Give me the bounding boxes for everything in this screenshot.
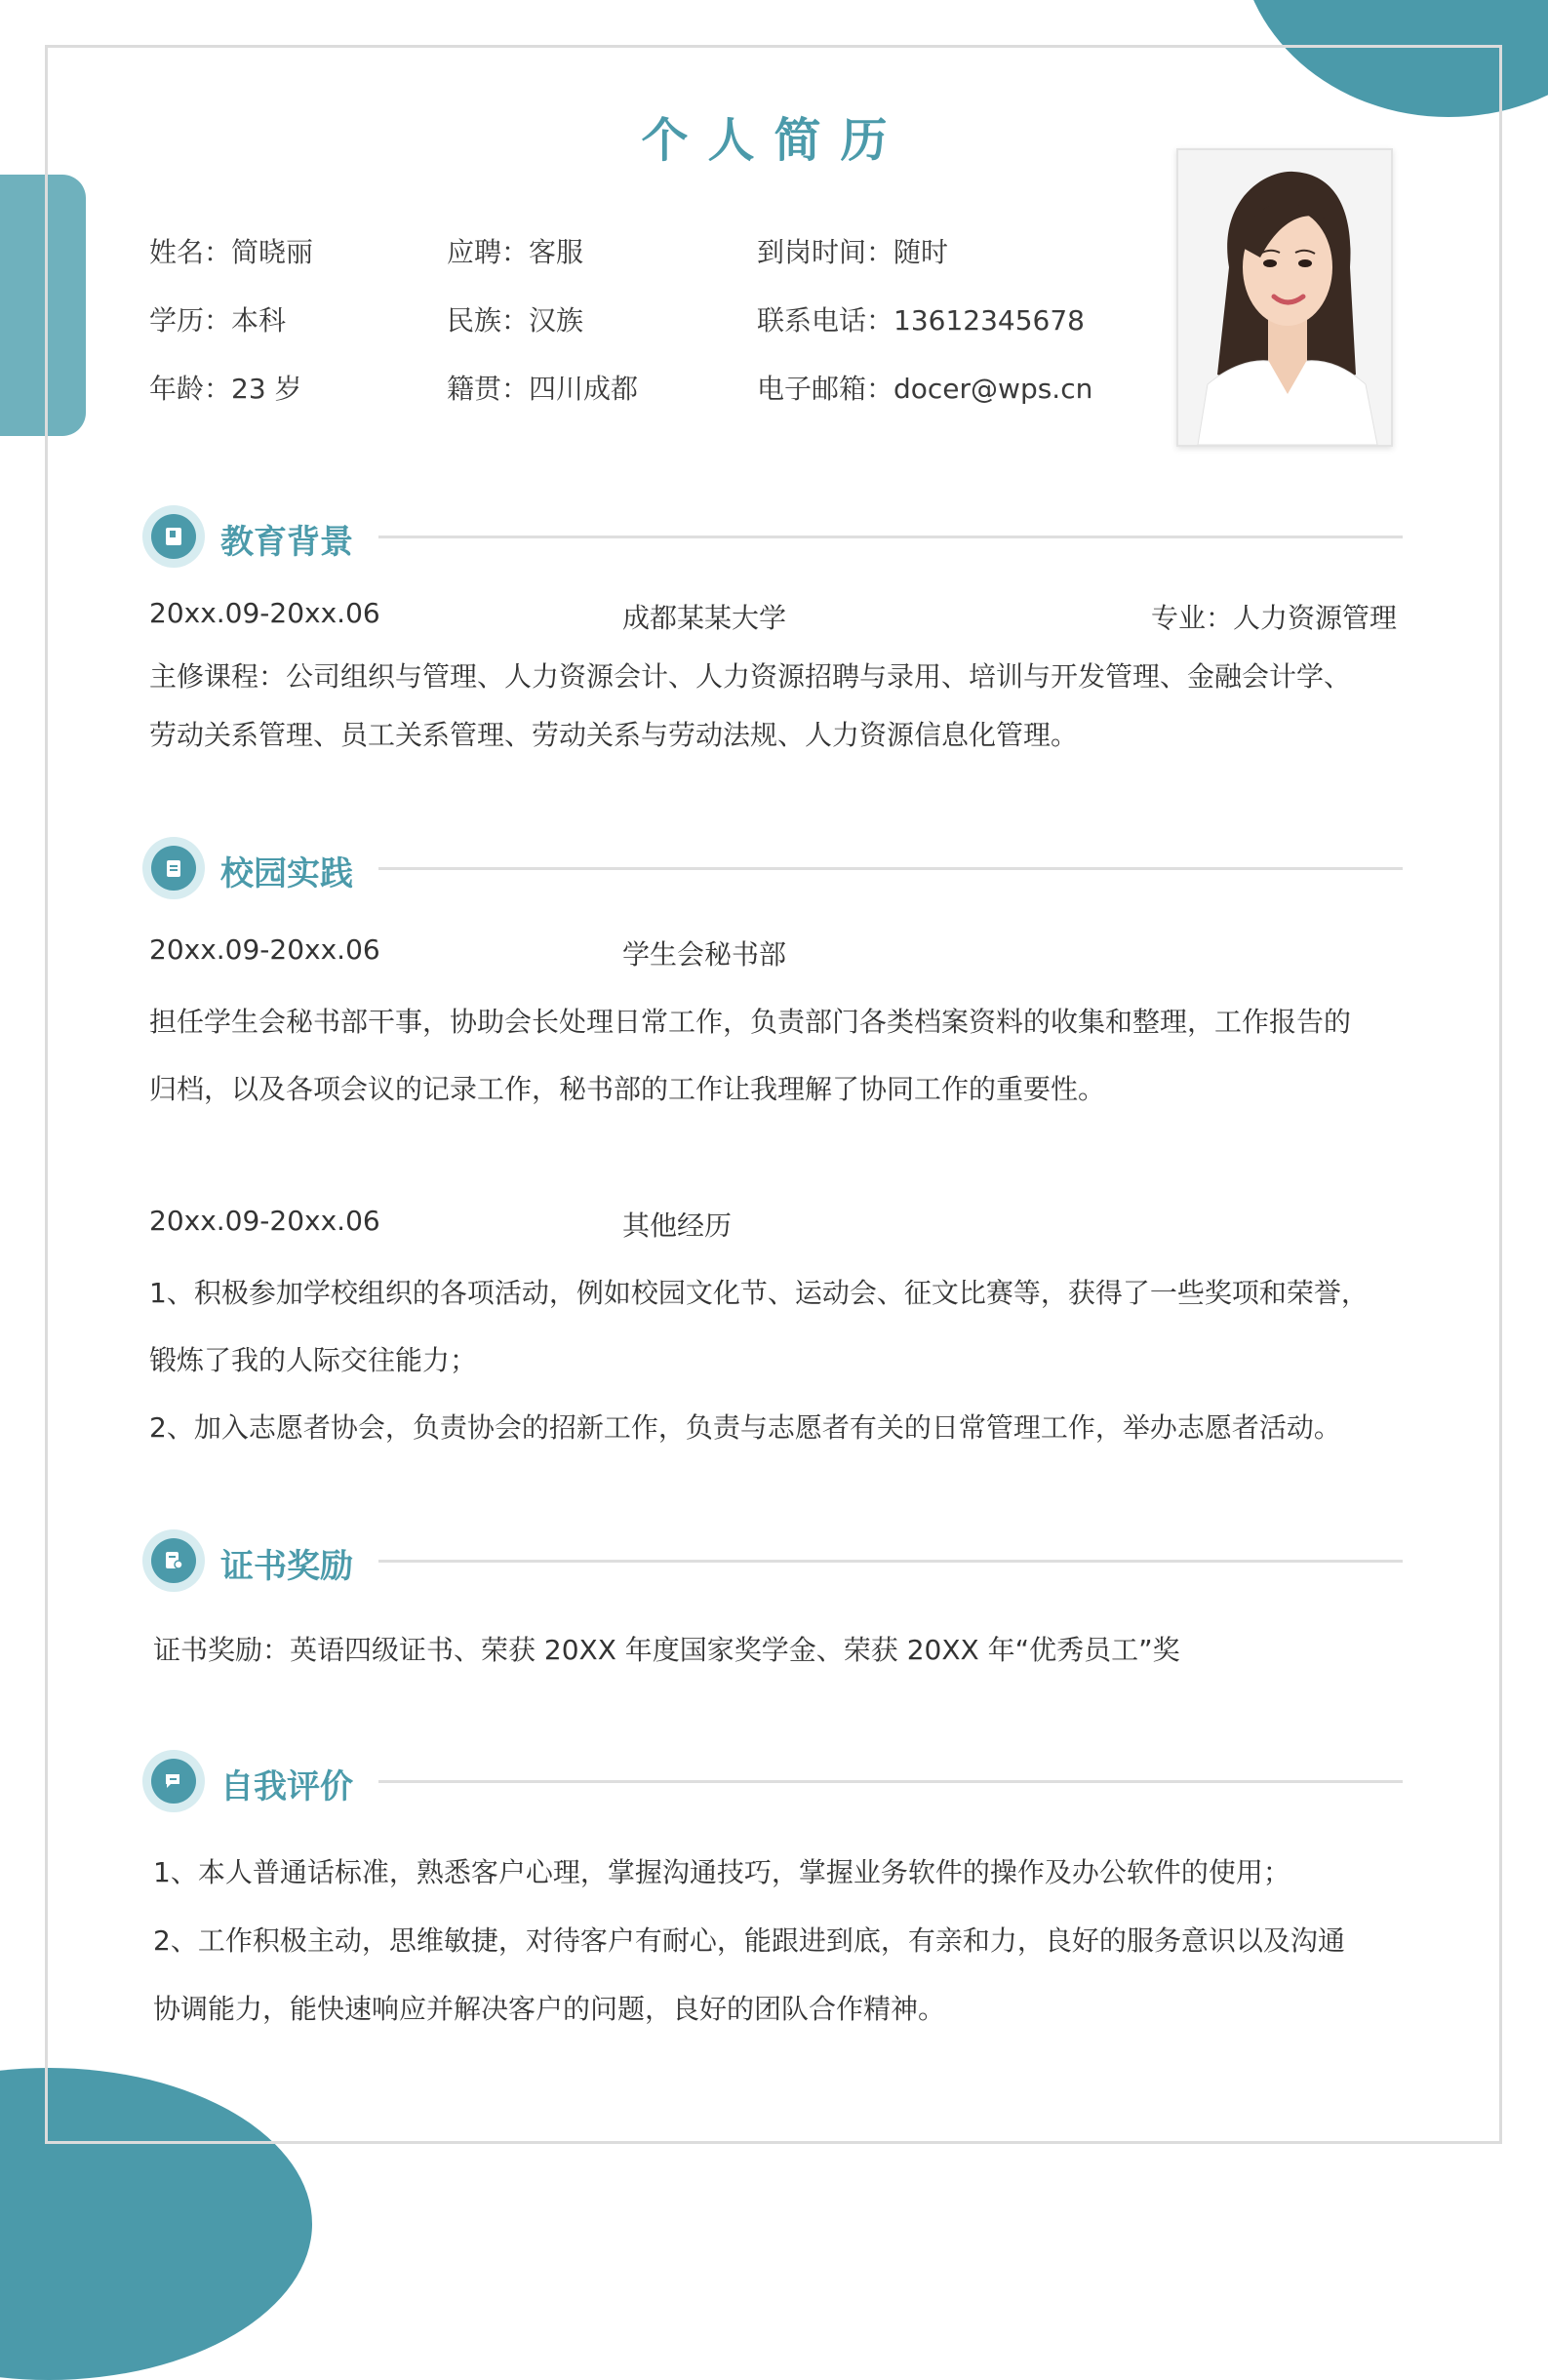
info-age: 年龄：23 岁 [149,373,302,405]
campus-item2-line1: 1、积极参加学校组织的各项活动，例如校园文化节、运动会、征文比赛等，获得了一些奖项和荣誉， [149,1277,1369,1309]
info-education: 学历：本科 [149,304,287,337]
section-title-self-eval: 自我评价 [220,1767,353,1806]
info-phone: 联系电话：13612345678 [757,304,1085,337]
clipboard-icon [151,846,196,891]
section-header-self-eval [142,1750,1403,1812]
section-header-awards [142,1529,1403,1592]
info-name: 姓名：简晓丽 [149,236,314,268]
portrait-illustration [1178,150,1391,445]
education-courses-line2: 劳动关系管理、员工关系管理、劳动关系与劳动法规、人力资源信息化管理。 [149,719,1079,751]
section-divider [378,867,1403,870]
book-icon [151,514,196,559]
portrait-photo [1176,148,1393,447]
awards-line: 证书奖励：英语四级证书、荣获 20XX 年度国家奖学金、荣获 20XX 年“优秀员工”奖 [153,1634,1180,1666]
section-header-campus [142,837,1403,899]
info-email: 电子邮箱：docer@wps.cn [757,373,1093,405]
campus-item2-org: 其他经历 [622,1210,733,1242]
certificate-icon [151,1538,196,1583]
education-period: 20xx.09-20xx.06 [149,597,380,629]
section-title-education: 教育背景 [220,523,353,562]
self-eval-line3: 协调能力，能快速响应并解决客户的问题，良好的团队合作精神。 [153,1993,946,2025]
section-divider [378,1560,1403,1563]
campus-item2-line2: 锻炼了我的人际交往能力； [149,1344,478,1376]
campus-item1-line2: 归档，以及各项会议的记录工作，秘书部的工作让我理解了协同工作的重要性。 [149,1073,1106,1105]
chat-icon [151,1759,196,1804]
section-header-education [142,505,1403,568]
section-divider [378,536,1403,538]
page-title: 个人简历 [641,113,907,168]
section-title-awards: 证书奖励 [220,1547,353,1586]
info-ethnicity: 民族：汉族 [447,304,584,337]
campus-item2-period: 20xx.09-20xx.06 [149,1205,380,1237]
info-hometown: 籍贯：四川成都 [447,373,639,405]
info-position: 应聘：客服 [447,236,584,268]
campus-item1-org: 学生会秘书部 [622,938,787,971]
campus-item1-line1: 担任学生会秘书部干事，协助会长处理日常工作，负责部门各类档案资料的收集和整理，工作报告的 [149,1006,1352,1038]
info-available: 到岗时间：随时 [757,236,949,268]
campus-item2-line3: 2、加入志愿者协会，负责协会的招新工作，负责与志愿者有关的日常管理工作，举办志愿者活动。 [149,1411,1341,1444]
education-school: 成都某某大学 [622,602,787,634]
self-eval-line2: 2、工作积极主动，思维敏捷，对待客户有耐心，能跟进到底，有亲和力，良好的服务意识以及沟通 [153,1924,1345,1957]
self-eval-line1: 1、本人普通话标准，熟悉客户心理，掌握沟通技巧，掌握业务软件的操作及办公软件的使用； [153,1856,1290,1888]
education-courses-line1: 主修课程：公司组织与管理、人力资源会计、人力资源招聘与录用、培训与开发管理、金融会计学、 [149,660,1352,693]
section-divider [378,1780,1403,1783]
section-title-campus: 校园实践 [220,854,353,893]
campus-item1-period: 20xx.09-20xx.06 [149,933,380,966]
education-major: 专业：人力资源管理 [1151,602,1398,634]
